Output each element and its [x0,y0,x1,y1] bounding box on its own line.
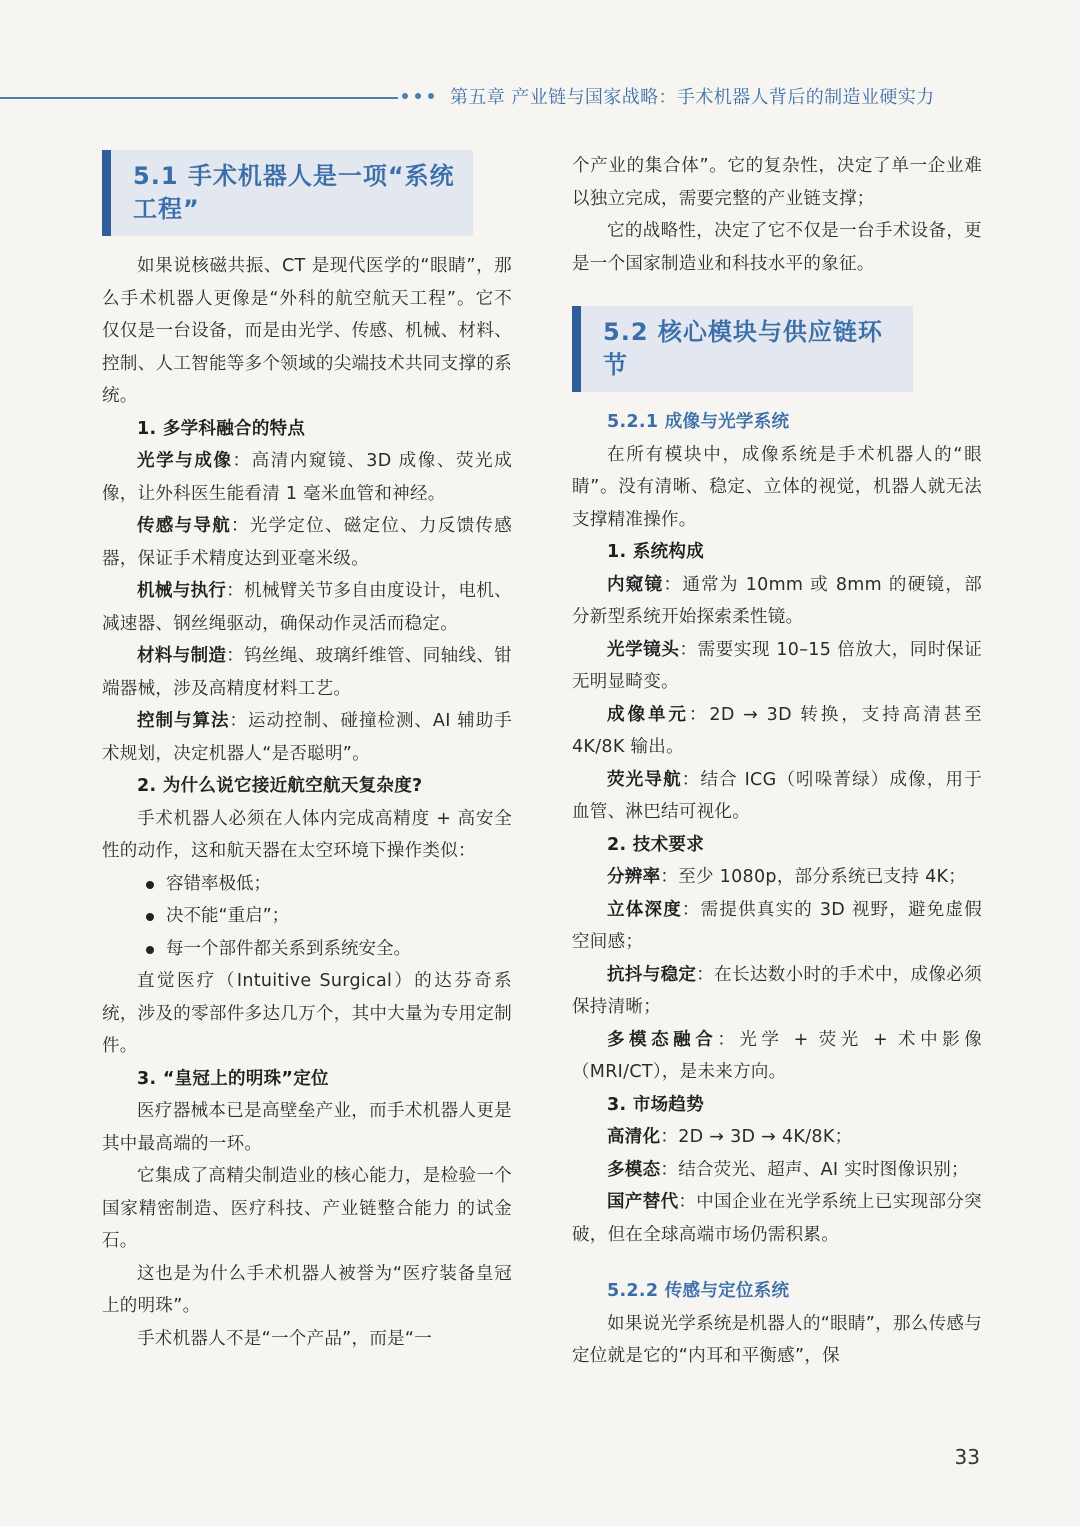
list-item-lens: 光学镜头：需要实现 10–15 倍放大，同时保证无明显畸变。 [572,639,982,692]
section-heading-5-2: 5.2 核心模块与供应链环节 [572,306,913,392]
list-item-depth: 立体深度：需提供真实的 3D 视野，避免虚假空间感； [572,899,982,952]
subheading-crown: 3. “皇冠上的明珠”定位 [137,1068,329,1089]
paragraph-intuitive: 直觉医疗（Intuitive Surgical）的达芬奇系统，涉及的零部件多达几万个，其中大量为专用定制件。 [102,971,512,1056]
list-item-mechanics: 机械与执行：机械臂关节多自由度设计，电机、减速器、钢丝绳驱动，确保动作灵活而稳定。 [102,581,512,634]
paragraph-intro: 如果说核磁共振、CT 是现代医学的“眼睛”，那么手术机器人更像是“外科的航空航天工程”。它不仅仅是一台设备，而是由光学、传感、机械、材料、控制、人工智能等多个领域的尖端技术共同支撑的系统。 [102,256,512,406]
right-column [572,150,982,1373]
header-rule [0,97,398,99]
paragraph-aerospace: 手术机器人必须在人体内完成高精度 + 高安全性的动作，这和航天器在太空环境下操作类似： [102,808,512,861]
section-heading-5-1: 5.1 手术机器人是一项“系统工程” [102,150,473,236]
subsection-heading-5-2-1: 5.2.1 成像与光学系统 [607,412,790,432]
bullet-item: 每一个部件都关系到系统安全。 [146,933,512,966]
header-dots-icon [402,85,442,109]
paragraph-continued: 个产业的集合体”。它的复杂性，决定了单一企业难以独立完成，需要完整的产业链支撑； [572,156,982,209]
subheading-tech-req: 2. 技术要求 [607,834,705,855]
subheading-system: 1. 系统构成 [607,542,705,562]
page-number: 33 [954,1445,980,1469]
list-item-optics: 光学与成像：高清内窥镜、3D 成像、荧光成像，让外科医生能看清 1 毫米血管和神经。 [102,451,513,504]
list-item-stability: 抗抖与稳定：在长达数小时的手术中，成像必须保持清晰； [572,964,982,1017]
list-item-endoscope: 内窥镜：通常为 10mm 或 8mm 的硬镜，部分新型系统开始探索柔性镜。 [572,574,983,627]
subheading-market: 3. 市场趋势 [607,1094,705,1115]
list-item-imaging-unit: 成像单元：2D → 3D 转换，支持高清甚至 4K/8K 输出。 [572,704,982,757]
paragraph-imaging-intro: 在所有模块中，成像系统是手术机器人的“眼睛”。没有清晰、稳定、立体的视觉，机器人就无法支撑精准操作。 [572,444,982,530]
chapter-header: 第五章 产业链与国家战略：手术机器人背后的制造业硬实力 [450,87,935,108]
list-item-hd: 高清化：2D → 3D → 4K/8K； [607,1127,853,1147]
bullet-list [102,868,512,966]
paragraph-not-product: 手术机器人不是“一个产品”，而是“一 [137,1328,433,1349]
list-item-domestic: 国产替代：中国企业在光学系统上已实现部分突破，但在全球高端市场仍需积累。 [572,1192,982,1245]
bullet-item: 决不能“重启”； [146,900,512,933]
paragraph-sensing-intro: 如果说光学系统是机器人的“眼睛”，那么传感与定位就是它的“内耳和平衡感”，保 [572,1313,982,1366]
paragraph-barrier: 医疗器械本已是高壁垒产业，而手术机器人更是其中最高端的一环。 [102,1101,512,1154]
list-item-control: 控制与算法：运动控制、碰撞检测、AI 辅助手术规划，决定机器人“是否聪明”。 [102,711,513,764]
left-column [102,150,512,1355]
bullet-dot-icon [146,913,154,921]
list-item-multimodal: 多模态：结合荧光、超声、AI 实时图像识别； [607,1159,969,1180]
list-item-resolution: 分辨率：至少 1080p，部分系统已支持 4K； [607,867,967,887]
bullet-dot-icon [146,946,154,954]
list-item-materials: 材料与制造：钨丝绳、玻璃纤维管、同轴线、钳端器械，涉及高精度材料工艺。 [102,646,512,699]
subsection-heading-5-2-2: 5.2.2 传感与定位系统 [607,1281,790,1301]
paragraph-strategic: 它的战略性，决定了它不仅是一台手术设备，更是一个国家制造业和科技水平的象征。 [572,221,982,274]
bullet-item: 容错率极低； [146,868,512,901]
bullet-dot-icon [146,881,154,889]
paragraph-touchstone: 它集成了高精尖制造业的核心能力，是检验一个国家精密制造、医疗科技、产业链整合能力 的试金石。 [102,1166,512,1251]
list-item-sensing: 传感与导航：光学定位、磁定位、力反馈传感器，保证手术精度达到亚毫米级。 [102,516,512,569]
subheading-multidiscipline: 1. 多学科融合的特点 [137,418,306,439]
paragraph-pearl: 这也是为什么手术机器人被誉为“医疗装备皇冠上的明珠”。 [102,1263,512,1316]
subheading-aerospace: 2. 为什么说它接近航空航天复杂度? [137,776,423,796]
list-item-fluorescence: 荧光导航：结合 ICG（吲哚菁绿）成像，用于血管、淋巴结可视化。 [572,769,983,822]
list-item-multimodal-fusion: 多模态融合：光学 + 荧光 + 术中影像（MRI/CT），是未来方向。 [572,1029,983,1082]
